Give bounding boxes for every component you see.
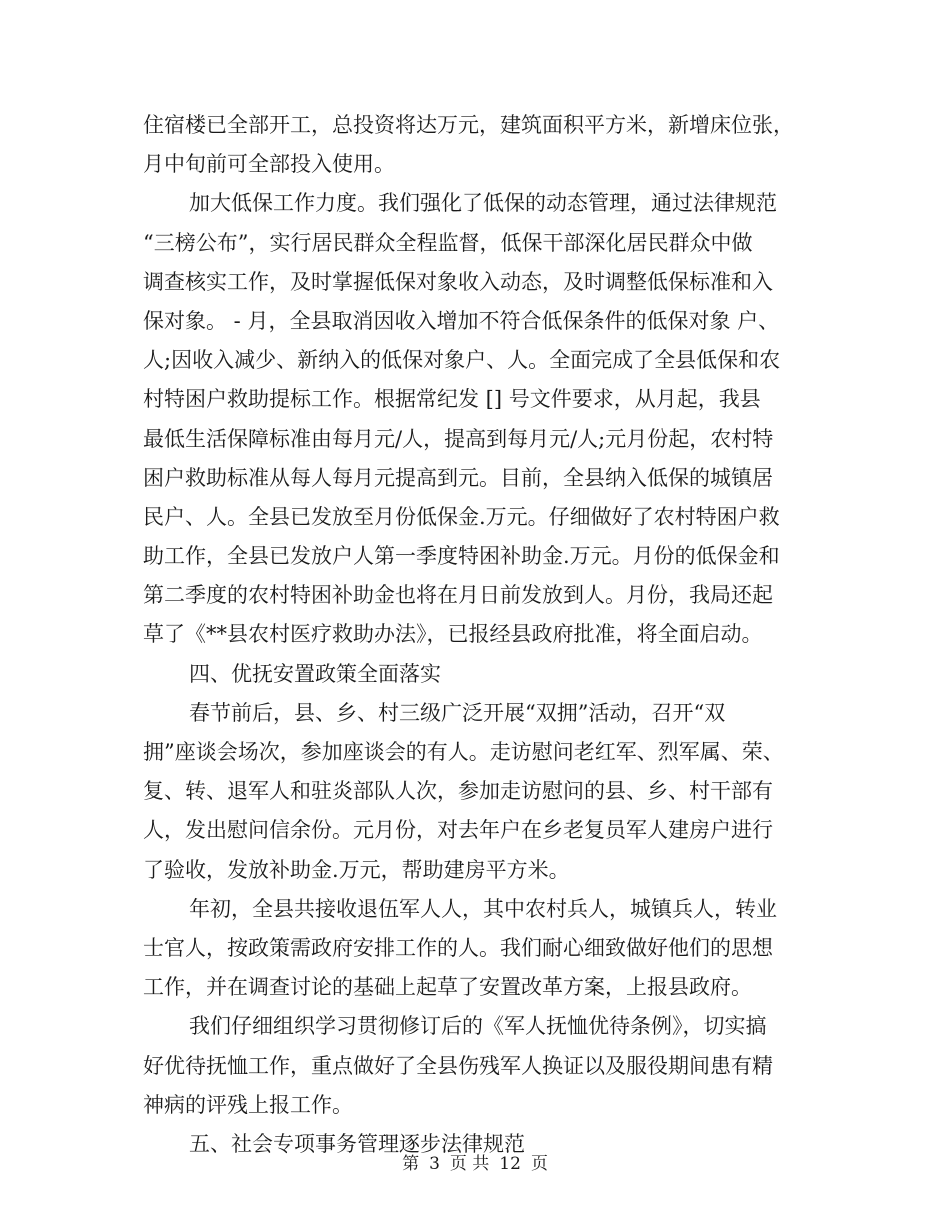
text-line: 困户救助标准从每人每月元提高到元。目前，全县纳入低保的城镇居 bbox=[143, 465, 773, 490]
footer-middle: 页 共 bbox=[449, 1154, 490, 1174]
text-line: 人，发出慰问信余份。元月份，对去年户在乡老复员军人建房户进行 bbox=[143, 818, 773, 843]
text-line: 最低生活保障标准由每月元/人，提高到每月元/人;元月份起，农村特 bbox=[143, 426, 774, 451]
text-line: 了验收，发放补助金.万元，帮助建房平方米。 bbox=[143, 857, 570, 882]
page-footer bbox=[0, 1152, 950, 1176]
text-line: 四、优抚安置政策全面落实 bbox=[189, 661, 441, 686]
document-body bbox=[143, 106, 807, 1164]
text-line: 草了《**县农村医疗救助办法》，已报经县政府批准，将全面启动。 bbox=[143, 622, 763, 647]
text-line: 春节前后，县、乡、村三级广泛开展“双拥”活动，召开“双 bbox=[189, 700, 726, 725]
text-line: 村特困户救助提标工作。根据常纪发 [] 号文件要求，从月起，我县 bbox=[143, 387, 761, 412]
text-line: 工作，并在调查讨论的基础上起草了安置改革方案，上报县政府。 bbox=[143, 975, 752, 1000]
text-line: “三榜公布”，实行居民群众全程监督，低保干部深化居民群众中做 bbox=[143, 230, 753, 255]
text-line: 士官人，按政策需政府安排工作的人。我们耐心细致做好他们的思想 bbox=[143, 935, 773, 960]
text-line: 神病的评残上报工作。 bbox=[143, 1092, 353, 1117]
footer-total-pages: 12 bbox=[499, 1154, 521, 1174]
text-line: 月中旬前可全部投入使用。 bbox=[143, 152, 395, 177]
text-line: 民户、人。全县已发放至月份低保金.万元。仔细做好了农村特困户救 bbox=[143, 504, 780, 529]
text-line: 我们仔细组织学习贯彻修订后的《军人抚恤优待条例》，切实搞 bbox=[189, 1014, 767, 1039]
text-line: 调查核实工作，及时掌握低保对象收入动态，及时调整低保标准和入 bbox=[143, 269, 773, 294]
text-line: 拥”座谈会场次，参加座谈会的有人。走访慰问老红军、烈军属、荣、 bbox=[143, 740, 784, 764]
text-line: 五、社会专项事务管理逐步法律规范 bbox=[189, 1131, 525, 1156]
footer-suffix: 页 bbox=[530, 1154, 548, 1174]
text-line: 住宿楼已全部开工，总投资将达万元，建筑面积平方米，新增床位张， bbox=[143, 113, 794, 137]
text-line: 年初，全县共接收退伍军人人，其中农村兵人，城镇兵人，转业 bbox=[189, 896, 777, 921]
text-line: 好优待抚恤工作，重点做好了全县伤残军人换证以及服役期间患有精 bbox=[143, 1053, 773, 1078]
text-line: 人;因收入减少、新纳入的低保对象户、人。全面完成了全县低保和农 bbox=[143, 348, 781, 373]
text-line: 第二季度的农村特困补助金也将在月日前发放到人。月份，我局还起 bbox=[143, 583, 773, 608]
text-line: 加大低保工作力度。我们强化了低保的动态管理，通过法律规范 bbox=[189, 191, 777, 216]
text-line: 复、转、退军人和驻炎部队人次，参加走访慰问的县、乡、村干部有 bbox=[143, 779, 773, 804]
footer-page-number: 3 bbox=[429, 1154, 440, 1174]
text-line: 助工作，全县已发放户人第一季度特困补助金.万元。月份的低保金和 bbox=[143, 544, 780, 569]
text-line: 保对象。 - 月，全县取消因收入增加不符合低保条件的低保对象 户、 bbox=[143, 308, 780, 333]
footer-prefix: 第 bbox=[402, 1154, 420, 1174]
